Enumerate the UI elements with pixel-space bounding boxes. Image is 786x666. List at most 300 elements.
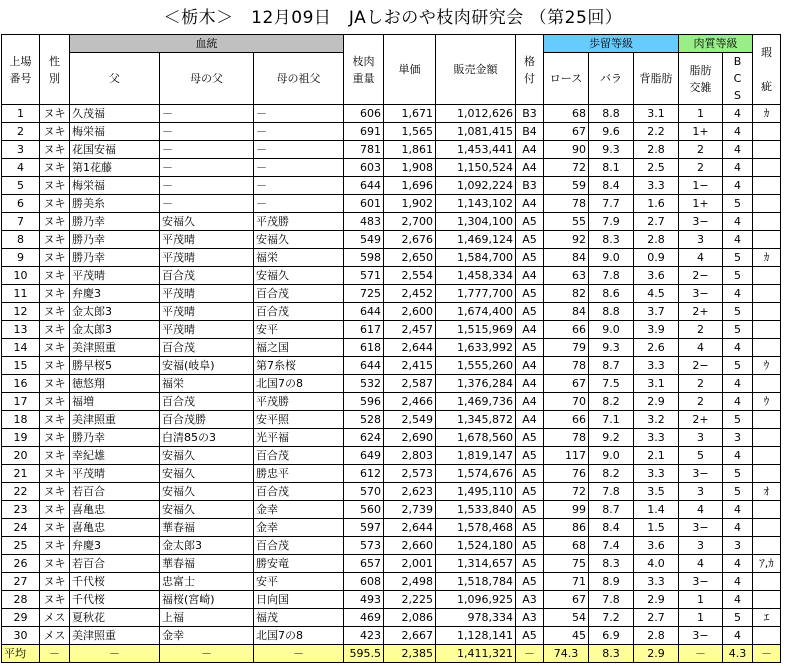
marbling-cell: 4 bbox=[679, 249, 723, 267]
carcass-weight-cell: 532 bbox=[344, 375, 384, 393]
dam-sire-cell: 忠富士 bbox=[160, 573, 254, 591]
lot-no-cell: 20 bbox=[2, 447, 40, 465]
sex-cell: ヌキ bbox=[40, 375, 70, 393]
marbling-cell: 2− bbox=[679, 357, 723, 375]
grade-cell: B4 bbox=[516, 123, 544, 141]
marbling-cell: 3− bbox=[679, 213, 723, 231]
dam-sire-cell: 平茂晴 bbox=[160, 321, 254, 339]
sex-cell: ヌキ bbox=[40, 159, 70, 177]
grade-cell: A4 bbox=[516, 411, 544, 429]
lot-no-cell: 4 bbox=[2, 159, 40, 177]
rib-cell: 9.6 bbox=[589, 123, 634, 141]
loin-cell: 78 bbox=[544, 357, 589, 375]
carcass-weight-cell: 603 bbox=[344, 159, 384, 177]
grade-cell: A5 bbox=[516, 519, 544, 537]
bcs-cell: 4 bbox=[723, 123, 753, 141]
lot-no-cell: 21 bbox=[2, 465, 40, 483]
dam-sire-cell: 安福久 bbox=[160, 213, 254, 231]
carcass-weight-cell: 573 bbox=[344, 537, 384, 555]
sire-cell: 弁慶3 bbox=[70, 285, 160, 303]
carcass-weight-cell: 549 bbox=[344, 231, 384, 249]
average-grade: － bbox=[516, 645, 544, 663]
lot-no-cell: 30 bbox=[2, 627, 40, 645]
table-row bbox=[2, 465, 781, 483]
marbling-cell: 2 bbox=[679, 375, 723, 393]
bcs-cell: 4 bbox=[723, 447, 753, 465]
marbling-cell: 3− bbox=[679, 627, 723, 645]
carcass-weight-cell: 423 bbox=[344, 627, 384, 645]
carcass-weight-cell: 493 bbox=[344, 591, 384, 609]
lot-no-cell: 23 bbox=[2, 501, 40, 519]
unit-price-cell: 2,452 bbox=[384, 285, 436, 303]
table-row bbox=[2, 339, 781, 357]
sire-cell: 福増 bbox=[70, 393, 160, 411]
loin-cell: 68 bbox=[544, 537, 589, 555]
unit-price-cell: 2,466 bbox=[384, 393, 436, 411]
carcass-weight-cell: 644 bbox=[344, 303, 384, 321]
table-row bbox=[2, 303, 781, 321]
loin-cell: 66 bbox=[544, 321, 589, 339]
lot-no-cell: 24 bbox=[2, 519, 40, 537]
back-fat-cell: 3.5 bbox=[634, 483, 679, 501]
unit-price-cell: 1,565 bbox=[384, 123, 436, 141]
loin-cell: 84 bbox=[544, 249, 589, 267]
sales-amount-cell: 1,345,872 bbox=[436, 411, 516, 429]
rib-cell: 8.2 bbox=[589, 465, 634, 483]
defect-cell: ｳ bbox=[753, 393, 781, 411]
lot-no-cell: 8 bbox=[2, 231, 40, 249]
back-fat-cell: 2.6 bbox=[634, 339, 679, 357]
lot-no-cell: 1 bbox=[2, 105, 40, 123]
carcass-weight-cell: 644 bbox=[344, 357, 384, 375]
bcs-cell: 3 bbox=[723, 537, 753, 555]
marbling-cell: 4 bbox=[679, 339, 723, 357]
back-fat-cell: 3.6 bbox=[634, 537, 679, 555]
defect-cell: ｴ bbox=[753, 609, 781, 627]
rib-cell: 8.3 bbox=[589, 555, 634, 573]
grade-cell: A5 bbox=[516, 555, 544, 573]
sales-amount-cell: 978,334 bbox=[436, 609, 516, 627]
lot-no-cell: 6 bbox=[2, 195, 40, 213]
sire-cell: 美津照重 bbox=[70, 411, 160, 429]
carcass-weight-cell: 618 bbox=[344, 339, 384, 357]
lot-no-cell: 3 bbox=[2, 141, 40, 159]
dam-sire-cell: － bbox=[160, 159, 254, 177]
dam-sire-cell: 安福(岐阜) bbox=[160, 357, 254, 375]
unit-price-cell: 2,803 bbox=[384, 447, 436, 465]
sire-cell: 第1花藤 bbox=[70, 159, 160, 177]
dam-sire-cell: 百合茂 bbox=[160, 393, 254, 411]
marbling-cell: 2− bbox=[679, 267, 723, 285]
rib-cell: 7.2 bbox=[589, 609, 634, 627]
grade-cell: A5 bbox=[516, 303, 544, 321]
sex-cell: ヌキ bbox=[40, 465, 70, 483]
dam-sire-cell: － bbox=[160, 123, 254, 141]
sex-cell: ヌキ bbox=[40, 177, 70, 195]
lot-no-cell: 13 bbox=[2, 321, 40, 339]
unit-price-cell: 2,650 bbox=[384, 249, 436, 267]
grade-cell: A4 bbox=[516, 321, 544, 339]
marbling-cell: 2+ bbox=[679, 411, 723, 429]
lot-no-cell: 19 bbox=[2, 429, 40, 447]
lot-no-cell: 27 bbox=[2, 573, 40, 591]
bcs-cell: 3 bbox=[723, 429, 753, 447]
bcs-cell: 5 bbox=[723, 465, 753, 483]
loin-cell: 66 bbox=[544, 411, 589, 429]
table-row bbox=[2, 249, 781, 267]
dam-grandsire-cell: － bbox=[254, 123, 344, 141]
unit-price-cell: 2,690 bbox=[384, 429, 436, 447]
sex-cell: ヌキ bbox=[40, 411, 70, 429]
back-fat-cell: 1.4 bbox=[634, 501, 679, 519]
marbling-cell: 3− bbox=[679, 285, 723, 303]
grade-cell: B3 bbox=[516, 105, 544, 123]
carcass-weight-cell: 624 bbox=[344, 429, 384, 447]
sex-cell: ヌキ bbox=[40, 195, 70, 213]
sire-cell: 幸紀雄 bbox=[70, 447, 160, 465]
sire-cell: 勝乃幸 bbox=[70, 231, 160, 249]
unit-price-cell: 2,549 bbox=[384, 411, 436, 429]
loin-cell: 92 bbox=[544, 231, 589, 249]
sex-cell: ヌキ bbox=[40, 591, 70, 609]
grade-cell: A5 bbox=[516, 447, 544, 465]
sex-cell: ヌキ bbox=[40, 429, 70, 447]
table-row bbox=[2, 609, 781, 627]
carcass-weight-cell: 612 bbox=[344, 465, 384, 483]
marbling-cell: 5 bbox=[679, 447, 723, 465]
average-sire: － bbox=[70, 645, 160, 663]
dam-grandsire-cell: 日向国 bbox=[254, 591, 344, 609]
sales-amount-cell: 1,012,626 bbox=[436, 105, 516, 123]
carcass-weight-cell: 606 bbox=[344, 105, 384, 123]
sales-amount-cell: 1,777,700 bbox=[436, 285, 516, 303]
loin-cell: 68 bbox=[544, 105, 589, 123]
yield-grade-header: 歩留等級 bbox=[544, 35, 679, 53]
average-defect: － bbox=[753, 645, 781, 663]
sales-amount-cell: 1,515,969 bbox=[436, 321, 516, 339]
back-fat-cell: 2.8 bbox=[634, 231, 679, 249]
sire-cell: 梅栄福 bbox=[70, 123, 160, 141]
average-marbling: － bbox=[679, 645, 723, 663]
dam-grandsire-cell: 北国7の8 bbox=[254, 627, 344, 645]
rib-cell: 9.0 bbox=[589, 249, 634, 267]
sales-amount-cell: 1,819,147 bbox=[436, 447, 516, 465]
unit-price-cell: 2,667 bbox=[384, 627, 436, 645]
unit-price-cell: 2,623 bbox=[384, 483, 436, 501]
back-fat-cell: 3.7 bbox=[634, 303, 679, 321]
grade-cell: A5 bbox=[516, 573, 544, 591]
loin-cell: 117 bbox=[544, 447, 589, 465]
sales-amount-cell: 1,555,260 bbox=[436, 357, 516, 375]
table-row bbox=[2, 573, 781, 591]
marbling-header: 脂肪 交雑 bbox=[679, 53, 723, 105]
rib-cell: 7.8 bbox=[589, 267, 634, 285]
sex-cell: ヌキ bbox=[40, 357, 70, 375]
sales-amount-cell: 1,376,284 bbox=[436, 375, 516, 393]
carcass-weight-cell: 596 bbox=[344, 393, 384, 411]
table-row bbox=[2, 267, 781, 285]
table-row bbox=[2, 195, 781, 213]
carcass-weight-cell: 781 bbox=[344, 141, 384, 159]
sales-amount-cell: 1,678,560 bbox=[436, 429, 516, 447]
dam-sire-cell: 平茂晴 bbox=[160, 303, 254, 321]
lot-no-cell: 18 bbox=[2, 411, 40, 429]
bcs-cell: 5 bbox=[723, 195, 753, 213]
sales-amount-cell: 1,150,524 bbox=[436, 159, 516, 177]
sales-amount-cell: 1,304,100 bbox=[436, 213, 516, 231]
dam-grandsire-cell: 福栄 bbox=[254, 249, 344, 267]
bcs-cell: 4 bbox=[723, 339, 753, 357]
defect-cell: ｳ bbox=[753, 357, 781, 375]
table-row bbox=[2, 483, 781, 501]
dam-sire-header: 母の父 bbox=[160, 53, 254, 105]
sire-header: 父 bbox=[70, 53, 160, 105]
dam-sire-cell: 百合茂 bbox=[160, 339, 254, 357]
rib-cell: 8.4 bbox=[589, 177, 634, 195]
unit-price-cell: 2,415 bbox=[384, 357, 436, 375]
defect-cell bbox=[753, 195, 781, 213]
grade-cell: A4 bbox=[516, 267, 544, 285]
grade-cell: A5 bbox=[516, 213, 544, 231]
lot-no-cell: 7 bbox=[2, 213, 40, 231]
dam-sire-cell: 安福久 bbox=[160, 501, 254, 519]
table-row bbox=[2, 591, 781, 609]
sire-cell: 千代桜 bbox=[70, 591, 160, 609]
unit-price-cell: 2,676 bbox=[384, 231, 436, 249]
loin-cell: 90 bbox=[544, 141, 589, 159]
lot-no-cell: 29 bbox=[2, 609, 40, 627]
sire-cell: 徳悠翔 bbox=[70, 375, 160, 393]
grade-cell: A5 bbox=[516, 465, 544, 483]
table-row bbox=[2, 105, 781, 123]
rib-cell: 8.4 bbox=[589, 519, 634, 537]
rib-header: バラ bbox=[589, 53, 634, 105]
table-row bbox=[2, 321, 781, 339]
dam-grandsire-cell: 百合茂 bbox=[254, 303, 344, 321]
dam-grandsire-cell: 福之国 bbox=[254, 339, 344, 357]
loin-cell: 78 bbox=[544, 429, 589, 447]
grade-header: 格 付 bbox=[516, 35, 544, 105]
dam-sire-cell: 金太郎3 bbox=[160, 537, 254, 555]
loin-header: ロース bbox=[544, 53, 589, 105]
back-fat-header: 背脂肪 bbox=[634, 53, 679, 105]
grade-cell: A4 bbox=[516, 141, 544, 159]
grade-cell: A3 bbox=[516, 609, 544, 627]
loin-cell: 78 bbox=[544, 195, 589, 213]
sire-cell: 喜亀忠 bbox=[70, 519, 160, 537]
loin-cell: 72 bbox=[544, 159, 589, 177]
table-row bbox=[2, 519, 781, 537]
sex-cell: ヌキ bbox=[40, 339, 70, 357]
lot-no-cell: 17 bbox=[2, 393, 40, 411]
lot-no-cell: 28 bbox=[2, 591, 40, 609]
defect-cell bbox=[753, 573, 781, 591]
loin-cell: 99 bbox=[544, 501, 589, 519]
lot-no-header: 上場 番号 bbox=[2, 35, 40, 105]
grade-cell: A4 bbox=[516, 357, 544, 375]
unit-price-cell: 2,086 bbox=[384, 609, 436, 627]
rib-cell: 7.7 bbox=[589, 195, 634, 213]
defect-cell bbox=[753, 231, 781, 249]
table-row bbox=[2, 177, 781, 195]
loin-cell: 45 bbox=[544, 627, 589, 645]
average-sales-amount: 1,411,321 bbox=[436, 645, 516, 663]
bcs-cell: 5 bbox=[723, 609, 753, 627]
loin-cell: 86 bbox=[544, 519, 589, 537]
sire-cell: 金太郎3 bbox=[70, 321, 160, 339]
dam-sire-cell: 百合茂 bbox=[160, 267, 254, 285]
dam-grandsire-cell: 勝安竜 bbox=[254, 555, 344, 573]
sales-amount-cell: 1,143,102 bbox=[436, 195, 516, 213]
sex-cell: ヌキ bbox=[40, 519, 70, 537]
defect-cell bbox=[753, 177, 781, 195]
dam-sire-cell: 安福久 bbox=[160, 483, 254, 501]
back-fat-cell: 2.1 bbox=[634, 447, 679, 465]
sales-amount-cell: 1,081,415 bbox=[436, 123, 516, 141]
dam-sire-cell: － bbox=[160, 141, 254, 159]
sales-amount-cell: 1,633,992 bbox=[436, 339, 516, 357]
sire-cell: 美津照重 bbox=[70, 339, 160, 357]
loin-cell: 67 bbox=[544, 375, 589, 393]
defect-cell bbox=[753, 213, 781, 231]
defect-cell bbox=[753, 537, 781, 555]
carcass-weight-header: 枝肉 重量 bbox=[344, 35, 384, 105]
carcass-weight-cell: 571 bbox=[344, 267, 384, 285]
average-label: 平均 bbox=[2, 645, 40, 663]
loin-cell: 84 bbox=[544, 303, 589, 321]
loin-cell: 71 bbox=[544, 573, 589, 591]
rib-cell: 7.8 bbox=[589, 483, 634, 501]
sire-cell: 久茂福 bbox=[70, 105, 160, 123]
page-title: ＜栃木＞ 12月09日 JAしおのや枝肉研究会 （第25回） bbox=[163, 8, 623, 28]
sex-cell: ヌキ bbox=[40, 447, 70, 465]
sales-amount-cell: 1,495,110 bbox=[436, 483, 516, 501]
rib-cell: 7.5 bbox=[589, 375, 634, 393]
sales-amount-cell: 1,092,224 bbox=[436, 177, 516, 195]
unit-price-cell: 2,001 bbox=[384, 555, 436, 573]
sales-amount-cell: 1,674,400 bbox=[436, 303, 516, 321]
unit-price-cell: 2,660 bbox=[384, 537, 436, 555]
bcs-cell: 4 bbox=[723, 105, 753, 123]
lot-no-cell: 14 bbox=[2, 339, 40, 357]
back-fat-cell: 4.0 bbox=[634, 555, 679, 573]
sales-amount-cell: 1,584,700 bbox=[436, 249, 516, 267]
defect-cell bbox=[753, 375, 781, 393]
bcs-cell: 4 bbox=[723, 285, 753, 303]
sex-cell: ヌキ bbox=[40, 105, 70, 123]
sex-header: 性 別 bbox=[40, 35, 70, 105]
dam-grandsire-cell: － bbox=[254, 105, 344, 123]
table-row bbox=[2, 429, 781, 447]
back-fat-cell: 4.5 bbox=[634, 285, 679, 303]
sex-cell: ヌキ bbox=[40, 483, 70, 501]
marbling-cell: 3− bbox=[679, 465, 723, 483]
rib-cell: 9.0 bbox=[589, 447, 634, 465]
sire-cell: 勝乃幸 bbox=[70, 249, 160, 267]
marbling-cell: 3 bbox=[679, 483, 723, 501]
back-fat-cell: 3.1 bbox=[634, 375, 679, 393]
unit-price-cell: 2,587 bbox=[384, 375, 436, 393]
carcass-weight-cell: 644 bbox=[344, 177, 384, 195]
average-back-fat: 2.9 bbox=[634, 645, 679, 663]
dam-sire-cell: － bbox=[160, 105, 254, 123]
sire-cell: 喜亀忠 bbox=[70, 501, 160, 519]
bcs-cell: 4 bbox=[723, 213, 753, 231]
sire-cell: 勝乃幸 bbox=[70, 429, 160, 447]
sex-cell: ヌキ bbox=[40, 573, 70, 591]
loin-cell: 63 bbox=[544, 267, 589, 285]
average-dam-grandsire: － bbox=[254, 645, 344, 663]
dam-grandsire-cell: 安福久 bbox=[254, 231, 344, 249]
back-fat-cell: 3.2 bbox=[634, 411, 679, 429]
lot-no-cell: 9 bbox=[2, 249, 40, 267]
unit-price-cell: 2,644 bbox=[384, 339, 436, 357]
loin-cell: 75 bbox=[544, 555, 589, 573]
bcs-cell: 4 bbox=[723, 177, 753, 195]
table-row bbox=[2, 231, 781, 249]
grade-cell: A5 bbox=[516, 231, 544, 249]
dam-grandsire-cell: － bbox=[254, 141, 344, 159]
back-fat-cell: 2.2 bbox=[634, 123, 679, 141]
loin-cell: 67 bbox=[544, 123, 589, 141]
back-fat-cell: 3.9 bbox=[634, 321, 679, 339]
dam-sire-cell: 福桜(宮崎) bbox=[160, 591, 254, 609]
carcass-weight-cell: 725 bbox=[344, 285, 384, 303]
dam-grandsire-cell: 安平 bbox=[254, 321, 344, 339]
unit-price-cell: 2,600 bbox=[384, 303, 436, 321]
grade-cell: A5 bbox=[516, 537, 544, 555]
lot-no-cell: 2 bbox=[2, 123, 40, 141]
bcs-cell: 4 bbox=[723, 393, 753, 411]
back-fat-cell: 3.3 bbox=[634, 177, 679, 195]
rib-cell: 6.9 bbox=[589, 627, 634, 645]
sex-cell: ヌキ bbox=[40, 141, 70, 159]
defect-cell bbox=[753, 627, 781, 645]
carcass-weight-cell: 560 bbox=[344, 501, 384, 519]
lot-no-cell: 5 bbox=[2, 177, 40, 195]
bcs-cell: 5 bbox=[723, 321, 753, 339]
back-fat-cell: 3.6 bbox=[634, 267, 679, 285]
dam-sire-cell: 安福久 bbox=[160, 447, 254, 465]
marbling-cell: 2 bbox=[679, 159, 723, 177]
dam-grandsire-cell: － bbox=[254, 159, 344, 177]
marbling-cell: 3 bbox=[679, 537, 723, 555]
sales-amount-cell: 1,524,180 bbox=[436, 537, 516, 555]
grade-cell: A4 bbox=[516, 195, 544, 213]
table-row bbox=[2, 501, 781, 519]
sex-cell: ヌキ bbox=[40, 249, 70, 267]
back-fat-cell: 3.3 bbox=[634, 573, 679, 591]
sire-cell: 金太郎3 bbox=[70, 303, 160, 321]
carcass-weight-cell: 691 bbox=[344, 123, 384, 141]
carcass-results-table bbox=[1, 34, 781, 663]
dam-grandsire-cell: 北国7の8 bbox=[254, 375, 344, 393]
dam-grandsire-cell: 光平福 bbox=[254, 429, 344, 447]
loin-cell: 76 bbox=[544, 465, 589, 483]
bloodline-header: 血統 bbox=[70, 35, 344, 53]
bcs-cell: 4 bbox=[723, 573, 753, 591]
marbling-cell: 1− bbox=[679, 177, 723, 195]
table-row bbox=[2, 375, 781, 393]
loin-cell: 67 bbox=[544, 591, 589, 609]
rib-cell: 9.3 bbox=[589, 141, 634, 159]
back-fat-cell: 1.5 bbox=[634, 519, 679, 537]
dam-sire-cell: 安福久 bbox=[160, 465, 254, 483]
dam-grandsire-cell: 安平 bbox=[254, 573, 344, 591]
bcs-cell: 4 bbox=[723, 375, 753, 393]
table-row bbox=[2, 627, 781, 645]
dam-grandsire-cell: 金幸 bbox=[254, 501, 344, 519]
